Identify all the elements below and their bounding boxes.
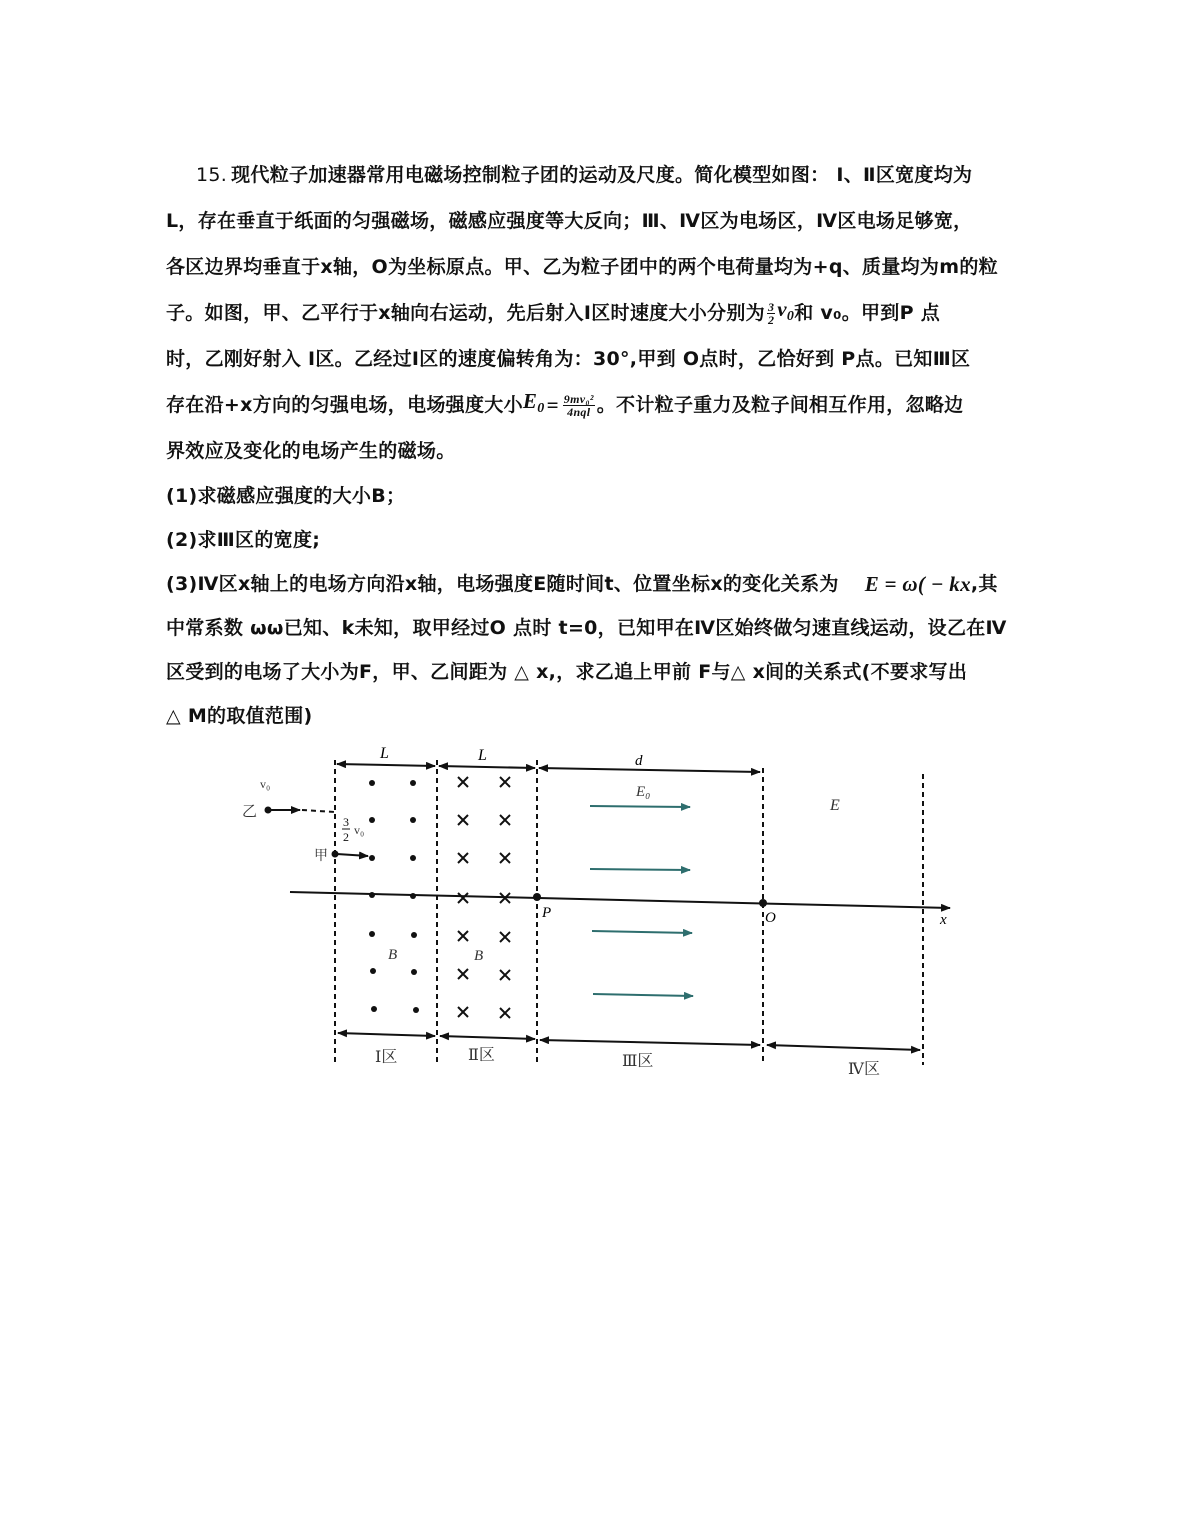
dim-zone2 xyxy=(440,1036,535,1039)
field-dot xyxy=(410,893,416,899)
label-B1: B xyxy=(388,947,398,963)
field-cross xyxy=(458,969,468,979)
field-dot xyxy=(369,931,375,937)
problem-line-3: 各区边界均垂直于x轴，O为坐标原点。甲、乙为粒子团中的两个电荷量均为+q、质量均为m的粒 xyxy=(166,256,998,278)
question-3-line-3: 区受到的电场了大小为F，甲、乙间距为 △ x,，求乙追上甲前 F与△ x间的关系式(不要求写出 xyxy=(166,661,968,683)
dim-L1 xyxy=(337,764,435,766)
question-2: (2)求Ⅲ区的宽度; xyxy=(166,529,321,551)
field-arrow xyxy=(593,994,693,996)
label-E0: E₀ xyxy=(636,784,651,800)
label-L1: L xyxy=(380,745,389,762)
label-yi-particle: 乙 xyxy=(242,802,258,820)
label-v0: v₀ xyxy=(260,777,271,791)
field-dot xyxy=(371,1006,377,1012)
label-B2: B xyxy=(474,948,484,964)
field-cross xyxy=(500,853,510,863)
problem-line-5: 时，乙刚好射入 Ⅰ区。乙经过Ⅰ区的速度偏转角为：30°,甲到 O点时，乙恰好到 P点。已知Ⅲ区 xyxy=(166,348,971,370)
question-3-line-1: (3)Ⅳ区x轴上的电场方向沿x轴，电场强度E随时间t、位置坐标x的变化关系为 E = ω( − kx ,其 xyxy=(166,572,998,596)
field-dot xyxy=(370,968,376,974)
field-dot xyxy=(369,817,375,823)
label-zone2: Ⅱ区 xyxy=(468,1047,495,1064)
field-cross xyxy=(458,1007,468,1017)
field-dot xyxy=(413,1007,419,1013)
label-zone4: Ⅳ区 xyxy=(848,1061,880,1078)
x-axis xyxy=(290,892,950,908)
label-x-axis: x xyxy=(940,912,947,928)
label-v0-jia: v₀ xyxy=(354,823,365,837)
velocity-arrow-jia xyxy=(337,854,368,856)
field-formula: E = ω( − kx xyxy=(864,572,971,596)
path-yi-dashed xyxy=(302,810,335,812)
diagram-svg xyxy=(260,740,960,1080)
point-P xyxy=(533,893,541,901)
label-frac-num: 3 xyxy=(343,815,349,829)
field-cross xyxy=(500,970,510,980)
field-arrow xyxy=(592,931,692,933)
physics-diagram xyxy=(260,740,960,1080)
top-dimensions xyxy=(337,764,760,772)
e0-symbol: E0 xyxy=(522,389,545,416)
label-frac-den: 2 xyxy=(343,830,349,844)
field-dot xyxy=(369,892,375,898)
field-cross xyxy=(458,893,468,903)
field-cross xyxy=(500,1008,510,1018)
field-arrow xyxy=(590,806,690,807)
field-cross xyxy=(458,853,468,863)
field-cross xyxy=(458,777,468,787)
field-dot xyxy=(411,932,417,938)
problem-line-6: 存在沿+x方向的匀强电场，电场强度大小 E0 = $\frac{\text{9mv₀²}}{\text{4nql}}$ 。不计粒子重力及粒子间相互作用，忽略边 xyxy=(166,382,1041,428)
field-dot xyxy=(410,780,416,786)
field-dot xyxy=(411,969,417,975)
problem-line-7: 界效应及变化的电场产生的磁场。 xyxy=(166,440,456,462)
zone1-field-dots xyxy=(369,780,419,1013)
field-dot xyxy=(369,780,375,786)
field-dot xyxy=(410,855,416,861)
question-3-line-4: △ M的取值范围) xyxy=(166,705,313,727)
label-E: E xyxy=(830,797,840,814)
field-cross xyxy=(458,931,468,941)
question-3-line-2: 中常系数 ωω已知、k未知，取甲经过O 点时 t=0，已知甲在Ⅳ区始终做匀速直线运动，设乙在Ⅳ xyxy=(166,617,1007,639)
field-cross xyxy=(500,932,510,942)
label-P: P xyxy=(542,905,552,921)
problem-number: 15. xyxy=(196,164,228,186)
field-cross xyxy=(500,777,510,787)
problem-text xyxy=(166,152,1041,738)
field-dot xyxy=(369,855,375,861)
e0-fraction: $\frac{\text{9mv₀²}}{\text{4nql}}$ xyxy=(563,391,594,419)
field-cross xyxy=(500,815,510,825)
field-arrow xyxy=(590,869,690,870)
label-zone1: Ⅰ区 xyxy=(375,1049,398,1066)
dim-d xyxy=(539,768,760,772)
label-O: O xyxy=(765,910,776,926)
dim-L2 xyxy=(439,766,535,768)
problem-line-4: 子。如图，甲、乙平行于x轴向右运动，先后射入Ⅰ区时速度大小分别为 $\frac{3}{2}$ v0 和 v₀。甲到P 点 xyxy=(166,290,1041,336)
field-dot xyxy=(410,817,416,823)
label-L2: L xyxy=(478,747,487,764)
label-d: d xyxy=(635,753,643,769)
bottom-dimensions xyxy=(338,1033,920,1050)
fraction-three-halves: $\frac{3}{2}$ xyxy=(767,299,775,327)
label-zone3: Ⅲ区 xyxy=(622,1053,654,1070)
problem-line-1: 15. 现代粒子加速器常用电磁场控制粒子团的运动及尺度。简化模型如图： Ⅰ、Ⅱ区宽度均为 xyxy=(196,164,973,186)
problem-line-2: L，存在垂直于纸面的匀强磁场，磁感应强度等大反向；Ⅲ、Ⅳ区为电场区，Ⅳ区电场足够宽， xyxy=(166,210,973,232)
point-O xyxy=(759,899,767,907)
dim-zone1 xyxy=(338,1033,435,1036)
dim-zone4 xyxy=(767,1045,920,1050)
field-cross xyxy=(458,815,468,825)
label-jia: 甲 xyxy=(314,849,328,864)
v0-symbol: v0 xyxy=(777,297,795,324)
dim-zone3 xyxy=(540,1040,760,1045)
question-1: (1)求磁感应强度的大小B； xyxy=(166,485,406,507)
